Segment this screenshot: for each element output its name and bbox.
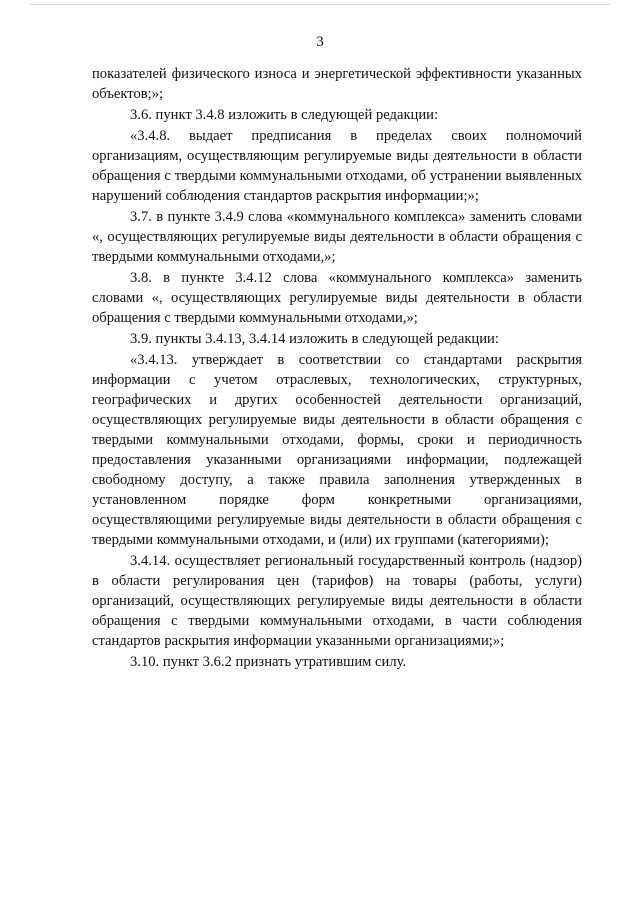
paragraph-continuation: показателей физического износа и энергетической эффективности указанных объектов;»; [92, 66, 582, 102]
paragraph-3-4-8: «3.4.8. выдает предписания в пределах своих полномочий организациям, осуществляющим регулируемые виды деятельности в области обращения с твердыми коммунальными отходами, об устранении выявленных нарушений соблюдения стандартов раскрытия информации;»; [92, 128, 582, 204]
paragraph-3-4-13: «3.4.13. утверждает в соответствии со стандартами раскрытия информации с учетом отраслевых, технологических, структурных, географических и других особенностей деятельности организаций, осуществляющих регулируемые виды деятельности в области обращения с твердыми коммунальными отходами, формы, сроки и периодичность предоставления указанными организациями информации, подлежащей свободному доступу, а также правила заполнения утвержденных в установленном порядке форм конкретными организациями, осуществляющими регулируемые виды деятельности в области обращения с твердыми коммунальными отходами, и (или) их группами (категориями); [92, 352, 582, 548]
paragraph-3-4-14: 3.4.14. осуществляет региональный государственный контроль (надзор) в области регулирования цен (тарифов) на товары (работы, услуги) организаций, осуществляющих регулируемые виды деятельности в области обращения с твердыми коммунальными отходами, в части соблюдения стандартов раскрытия информации указанными организациями;»; [92, 553, 582, 649]
paragraph-3-6: 3.6. пункт 3.4.8 изложить в следующей редакции: [130, 107, 439, 123]
top-rule [30, 4, 610, 5]
paragraph-3-9: 3.9. пункты 3.4.13, 3.4.14 изложить в следующей редакции: [130, 331, 499, 347]
paragraph-3-7: 3.7. в пункте 3.4.9 слова «коммунального комплекса» заменить словами «, осуществляющих регулируемые виды деятельности в области обращения с твердыми коммунальными отходами,»; [92, 209, 582, 265]
paragraph-3-8: 3.8. в пункте 3.4.12 слова «коммунального комплекса» заменить словами «, осуществляющих регулируемые виды деятельности в области обращения с твердыми коммунальными отходами,»; [92, 270, 582, 326]
document-body [92, 64, 582, 673]
paragraph-3-10: 3.10. пункт 3.6.2 признать утратившим силу. [130, 654, 407, 670]
page-number: 3 [316, 34, 324, 50]
